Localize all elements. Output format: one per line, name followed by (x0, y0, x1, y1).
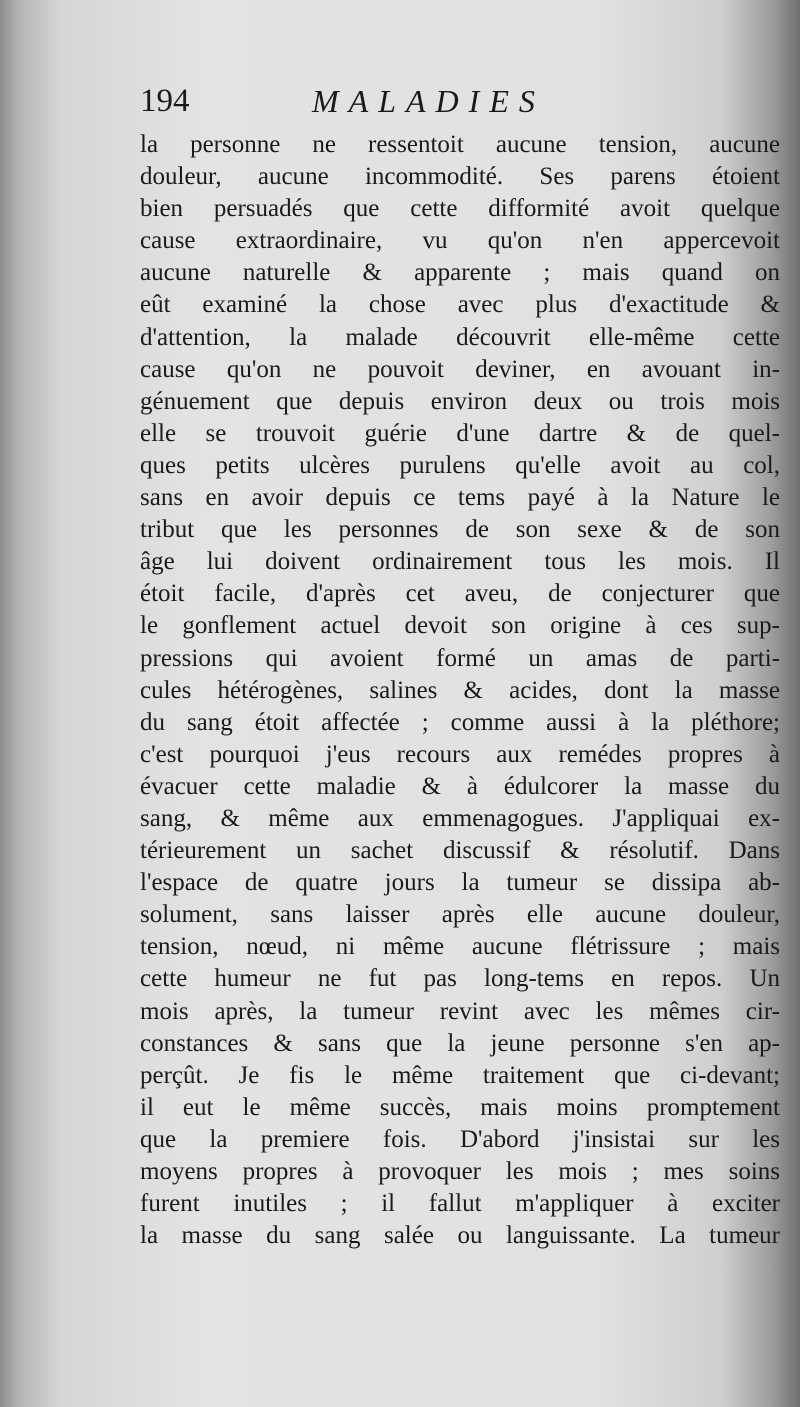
text-line: âge lui doivent ordinairement tous les mois. Il (140, 548, 780, 576)
text-line: il eut le même succès, mais moins promptement (140, 1093, 780, 1121)
text-line: du sang étoit affectée ; comme aussi à la pléthore; (140, 708, 780, 736)
text-line: la personne ne ressentoit aucune tension, aucune (140, 131, 780, 158)
text-line: pressions qui avoient formé un amas de parti- (140, 644, 780, 672)
text-line: aucune naturelle & apparente ; mais quand on (140, 259, 780, 287)
text-line: solument, sans laisser après elle aucune douleur, (140, 901, 780, 929)
text-line: sans en avoir depuis ce tems payé à la Nature le (140, 484, 780, 512)
text-line: étoit facile, d'après cet aveu, de conjecturer que (140, 580, 780, 608)
text-line: cette humeur ne fut pas long-tems en repos. Un (140, 965, 780, 993)
text-line: moyens propres à provoquer les mois ; mes soins (140, 1158, 780, 1185)
text-line: furent inutiles ; il fallut m'appliquer à exciter (140, 1190, 780, 1218)
running-head: MALADIES (312, 83, 545, 119)
text-line: tension, nœud, ni même aucune flétrissure ; mais (140, 933, 780, 961)
text-line: tribut que les personnes de son sexe & de son (140, 516, 780, 544)
text-line: eût examiné la chose avec plus d'exactitude & (140, 291, 780, 319)
text-line: évacuer cette maladie & à édulcorer la masse du (140, 772, 780, 800)
text-line: cause qu'on ne pouvoit deviner, en avouant in- (140, 355, 780, 383)
text-line: le gonflement actuel devoit son origine à ces sup- (140, 612, 780, 640)
text-line: perçût. Je fis le même traitement que ci-devant; (140, 1061, 780, 1089)
text-line: constances & sans que la jeune personne s'en ap- (140, 1029, 780, 1057)
text-line: d'attention, la malade découvrit elle-même cette (140, 323, 780, 351)
text-line: sang, & même aux emmenagogues. J'appliquai ex- (140, 804, 780, 832)
text-line: térieurement un sachet discussif & résolutif. Dans (140, 837, 780, 865)
page-number: 194 (140, 83, 190, 119)
text-line: cause extraordinaire, vu qu'on n'en appercevoit (140, 227, 780, 255)
body-text (140, 129, 780, 1252)
text-line: douleur, aucune incommodité. Ses parens étoient (140, 163, 780, 191)
text-line: la masse du sang salée ou languissante. La tumeur (140, 1222, 780, 1250)
text-line: l'espace de quatre jours la tumeur se dissipa ab- (140, 869, 780, 897)
text-line: bien persuadés que cette difformité avoit quelque (140, 195, 780, 223)
text-line: que la premiere fois. D'abord j'insistai sur les (140, 1125, 780, 1153)
text-line: ques petits ulcères purulens qu'elle avoit au col, (140, 451, 780, 479)
text-line: elle se trouvoit guérie d'une dartre & de quel- (140, 419, 780, 447)
text-line: c'est pourquoi j'eus recours aux remédes propres à (140, 740, 780, 768)
text-line: mois après, la tumeur revint avec les mêmes cir- (140, 997, 780, 1025)
text-line: cules hétérogènes, salines & acides, dont la masse (140, 676, 780, 704)
text-line: génuement que depuis environ deux ou trois mois (140, 387, 780, 415)
page-header (140, 78, 780, 128)
